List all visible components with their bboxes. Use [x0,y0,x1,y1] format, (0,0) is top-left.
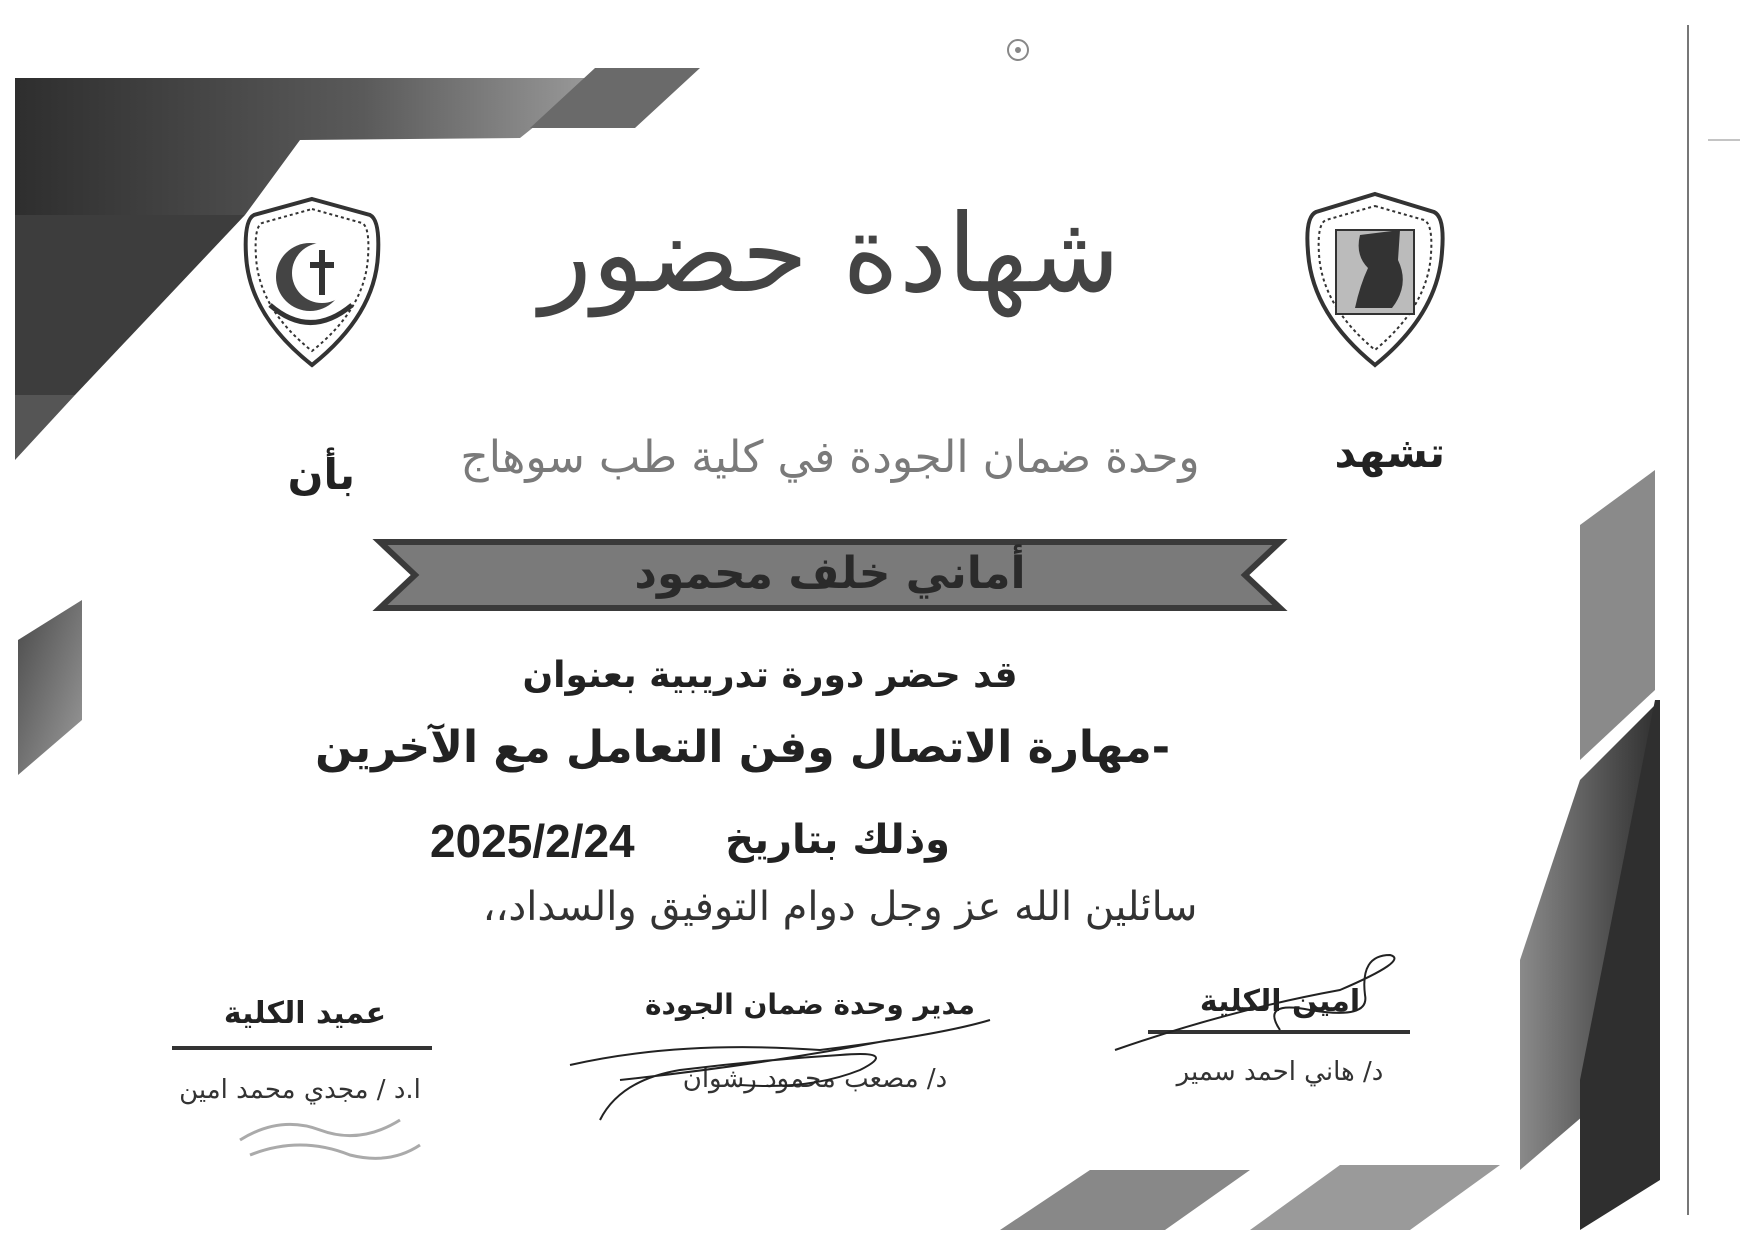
faculty-logo-icon [240,195,385,370]
quality-director-role: مدير وحدة ضمان الجودة [645,988,975,1021]
dean-role: عميد الكلية [223,996,387,1031]
date-value: 2025/2/24 [430,815,635,867]
handwritten-signature-secretary [1110,950,1420,1060]
dean-name: ا.د / مجدي محمد امين [179,1075,421,1105]
date-label: وذلك بتاريخ [725,817,950,863]
witness-word: تشهد [1334,428,1445,477]
faded-stamp-dean [230,1100,430,1170]
certificate-title: شهادة حضور [539,192,1121,317]
handwritten-signature-director [560,1010,1000,1130]
recipient-name: أماني خلف محمود [634,548,1026,599]
quality-director-name: د/ مصعب محمود رشوان [682,1064,948,1094]
attended-line: قد حضر دورة تدريبية بعنوان [522,655,1018,696]
closing-text: سائلين الله عز وجل دوام التوفيق والسداد،، [482,884,1198,930]
secretary-role: امين الكلية [1199,984,1361,1019]
that-word: بأن [287,450,355,499]
issuer-text: وحدة ضمان الجودة في كلية طب سوهاج [460,432,1200,483]
secretary-name: د/ هاني احمد سمير [1176,1057,1384,1087]
university-logo-icon [1300,190,1450,370]
dean-signature-line [172,1046,432,1050]
course-title: -مهارة الاتصال وفن التعامل مع الآخرين [315,722,1170,773]
